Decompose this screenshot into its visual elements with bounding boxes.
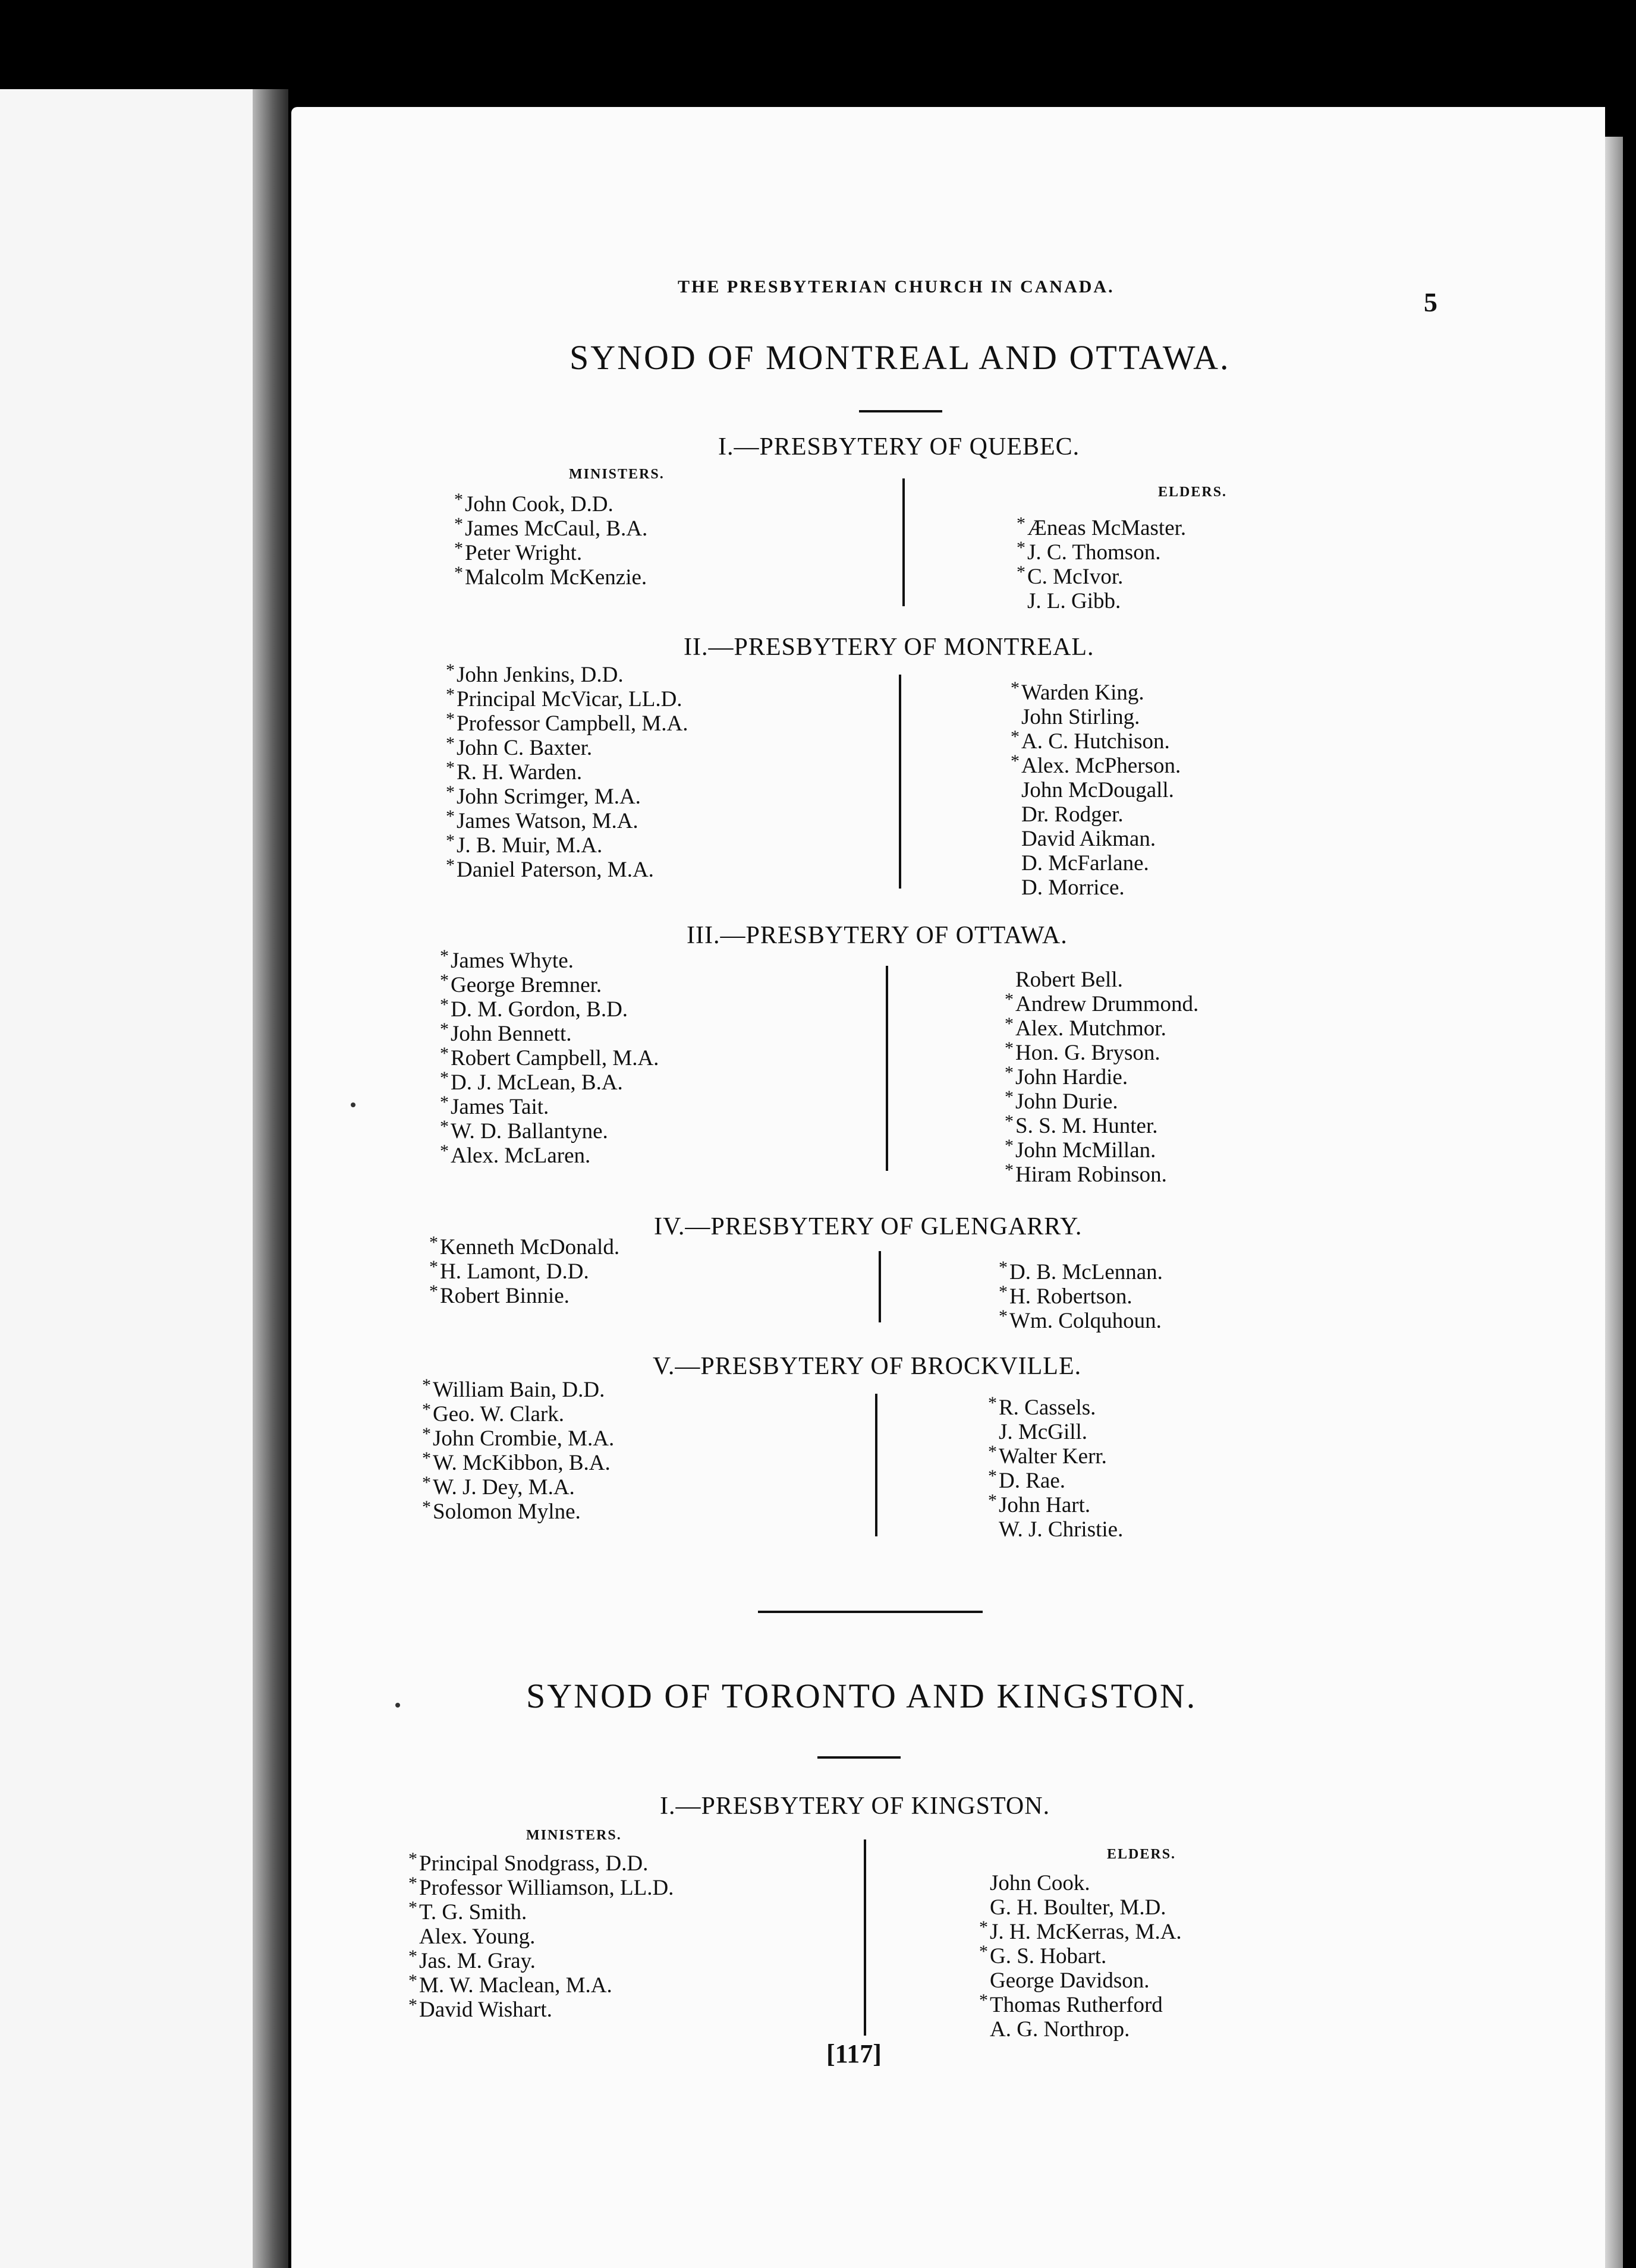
elder-name: Dr. Rodger.: [1021, 802, 1124, 827]
elder-name: * A. C. Hutchison.: [1021, 729, 1181, 754]
minister-name: * John Bennett.: [451, 1022, 659, 1046]
minister-name: * Robert Binnie.: [440, 1284, 619, 1308]
column-divider: [902, 478, 905, 606]
elders-list-ottawa: [1015, 968, 1198, 1187]
elder-name: * Walter Kerr.: [999, 1444, 1123, 1469]
column-divider: [899, 675, 901, 889]
elder-name: * John Durie.: [1015, 1089, 1198, 1114]
elder-name: * Alex. McPherson.: [1021, 754, 1181, 778]
column-divider: [879, 1251, 881, 1322]
ministers-list-kingston: [419, 1851, 674, 2022]
minister-name: * D. J. McLean, B.A.: [451, 1070, 659, 1095]
presbytery-title-glengarry: IV.—PRESBYTERY OF GLENGARRY.: [654, 1213, 1083, 1240]
elder-name: * C. McIvor.: [1027, 565, 1186, 589]
presbytery-title-ottawa: III.—PRESBYTERY OF OTTAWA.: [687, 922, 1068, 949]
elder-name: W. J. Christie.: [999, 1517, 1124, 1542]
elders-list-brockville: [999, 1396, 1123, 1542]
presbytery-title-brockville: V.—PRESBYTERY OF BROCKVILLE.: [653, 1353, 1082, 1380]
minister-name: * George Bremner.: [451, 973, 659, 997]
synod-title-montreal-ottawa: SYNOD OF MONTREAL AND OTTAWA.: [570, 338, 1231, 377]
elder-name: A. G. Northrop.: [990, 2017, 1130, 2042]
elders-label: ELDERS.: [1107, 1847, 1176, 1862]
elder-name: John McDougall.: [1021, 778, 1174, 802]
title-rule: [859, 410, 942, 412]
ministers-list-quebec: [465, 492, 647, 590]
elder-name: * Andrew Drummond.: [1015, 992, 1198, 1016]
minister-name: * R. H. Warden.: [457, 760, 688, 785]
minister-name: * W. J. Dey, M.A.: [433, 1475, 614, 1500]
ministers-list-ottawa: [451, 949, 659, 1168]
elders-list-quebec: [1027, 516, 1186, 613]
minister-name: * W. McKibbon, B.A.: [433, 1451, 614, 1475]
minister-name: * John Scrimger, M.A.: [457, 785, 688, 809]
elder-name: * Hon. G. Bryson.: [1015, 1041, 1198, 1065]
elder-name: * John Hart.: [999, 1493, 1123, 1517]
elder-name: * Alex. Mutchmor.: [1015, 1016, 1198, 1041]
elder-name: * Hiram Robinson.: [1015, 1163, 1198, 1187]
minister-name: * John Crombie, M.A.: [433, 1426, 614, 1451]
synod-title-toronto-kingston: SYNOD OF TORONTO AND KINGSTON.: [526, 1677, 1197, 1715]
elder-name: George Davidson.: [990, 1968, 1150, 1993]
column-divider: [864, 1839, 866, 2036]
minister-name: * T. G. Smith.: [419, 1900, 674, 1924]
column-divider: [886, 966, 888, 1171]
ministers-list-glengarry: [440, 1235, 619, 1308]
ministers-label: MINISTERS.: [526, 1828, 622, 1843]
left-page: [0, 89, 253, 2268]
minister-name: * M. W. Maclean, M.A.: [419, 1973, 674, 1998]
minister-name: * H. Lamont, D.D.: [440, 1259, 619, 1284]
presbytery-title-kingston: I.—PRESBYTERY OF KINGSTON.: [660, 1793, 1050, 1820]
minister-name: * Principal McVicar, LL.D.: [457, 687, 688, 711]
elder-name: G. H. Boulter, M.D.: [990, 1895, 1166, 1920]
elder-name: * D. Rae.: [999, 1469, 1123, 1493]
minister-name: * D. M. Gordon, B.D.: [451, 997, 659, 1022]
minister-name: * Kenneth McDonald.: [440, 1235, 619, 1259]
elder-name: David Aikman.: [1021, 827, 1156, 851]
elder-name: * John McMillan.: [1015, 1138, 1198, 1163]
ministers-label: MINISTERS.: [569, 467, 665, 482]
minister-name: * Peter Wright.: [465, 541, 647, 565]
elder-name: * J. H. McKerras, M.A.: [990, 1920, 1182, 1944]
minister-name: * James McCaul, B.A.: [465, 516, 647, 541]
folio-number: [117]: [826, 2039, 882, 2068]
elders-list-glengarry: [1009, 1260, 1163, 1333]
page-number: 5: [1424, 287, 1437, 317]
minister-name: * Robert Campbell, M.A.: [451, 1046, 659, 1070]
ministers-list-brockville: [433, 1378, 614, 1524]
book-gutter: [253, 89, 288, 2268]
minister-name: * Jas. M. Gray.: [419, 1949, 674, 1973]
minister-name: * James Whyte.: [451, 949, 659, 973]
minister-name: Alex. Young.: [419, 1924, 536, 1949]
minister-name: * Daniel Paterson, M.A.: [457, 858, 688, 882]
minister-name: * W. D. Ballantyne.: [451, 1119, 659, 1144]
minister-name: * Principal Snodgrass, D.D.: [419, 1851, 674, 1876]
elder-name: * S. S. M. Hunter.: [1015, 1114, 1198, 1138]
elder-name: J. McGill.: [999, 1420, 1088, 1444]
column-divider: [875, 1394, 877, 1536]
elder-name: J. L. Gibb.: [1027, 589, 1121, 613]
elder-name: John Cook.: [990, 1871, 1090, 1895]
elder-name: * G. S. Hobart.: [990, 1944, 1182, 1968]
elder-name: * D. B. McLennan.: [1009, 1260, 1163, 1284]
minister-name: * James Tait.: [451, 1095, 659, 1119]
elder-name: D. Morrice.: [1021, 875, 1125, 900]
minister-name: * Professor Campbell, M.A.: [457, 711, 688, 736]
page-edge: [1605, 137, 1623, 2268]
elder-name: * John Hardie.: [1015, 1065, 1198, 1089]
minister-name: * Geo. W. Clark.: [433, 1402, 614, 1426]
minister-name: * Malcolm McKenzie.: [465, 565, 647, 590]
elders-list-montreal: [1021, 681, 1181, 900]
elder-name: D. McFarlane.: [1021, 851, 1149, 875]
elder-name: John Stirling.: [1021, 705, 1140, 729]
minister-name: * J. B. Muir, M.A.: [457, 833, 688, 858]
minister-name: * David Wishart.: [419, 1998, 674, 2022]
ministers-list-montreal: [457, 663, 688, 882]
minister-name: * Professor Williamson, LL.D.: [419, 1876, 674, 1900]
elders-list-kingston: [990, 1871, 1182, 2042]
minister-name: * William Bain, D.D.: [433, 1378, 614, 1402]
elder-name: Robert Bell.: [1015, 968, 1123, 992]
minister-name: * John Jenkins, D.D.: [457, 663, 688, 687]
elder-name: * Warden King.: [1021, 681, 1181, 705]
elders-label: ELDERS.: [1158, 484, 1228, 500]
minister-name: * John C. Baxter.: [457, 736, 688, 760]
elder-name: * Æneas McMaster.: [1027, 516, 1186, 540]
ink-speck: [351, 1102, 355, 1107]
section-separator: [758, 1611, 983, 1613]
presbytery-title-montreal: II.—PRESBYTERY OF MONTREAL.: [684, 634, 1094, 661]
running-head: THE PRESBYTERIAN CHURCH IN CANADA.: [678, 277, 1115, 297]
minister-name: * James Watson, M.A.: [457, 809, 688, 833]
elder-name: * R. Cassels.: [999, 1396, 1123, 1420]
title-rule: [817, 1756, 901, 1759]
presbytery-title-quebec: I.—PRESBYTERY OF QUEBEC.: [718, 433, 1080, 461]
elder-name: * Wm. Colquhoun.: [1009, 1309, 1163, 1333]
elder-name: * J. C. Thomson.: [1027, 540, 1186, 565]
minister-name: * Alex. McLaren.: [451, 1144, 659, 1168]
elder-name: * H. Robertson.: [1009, 1284, 1163, 1309]
elder-name: * Thomas Rutherford: [990, 1993, 1182, 2017]
ink-speck: [395, 1703, 400, 1708]
minister-name: * Solomon Mylne.: [433, 1500, 614, 1524]
minister-name: * John Cook, D.D.: [465, 492, 647, 516]
